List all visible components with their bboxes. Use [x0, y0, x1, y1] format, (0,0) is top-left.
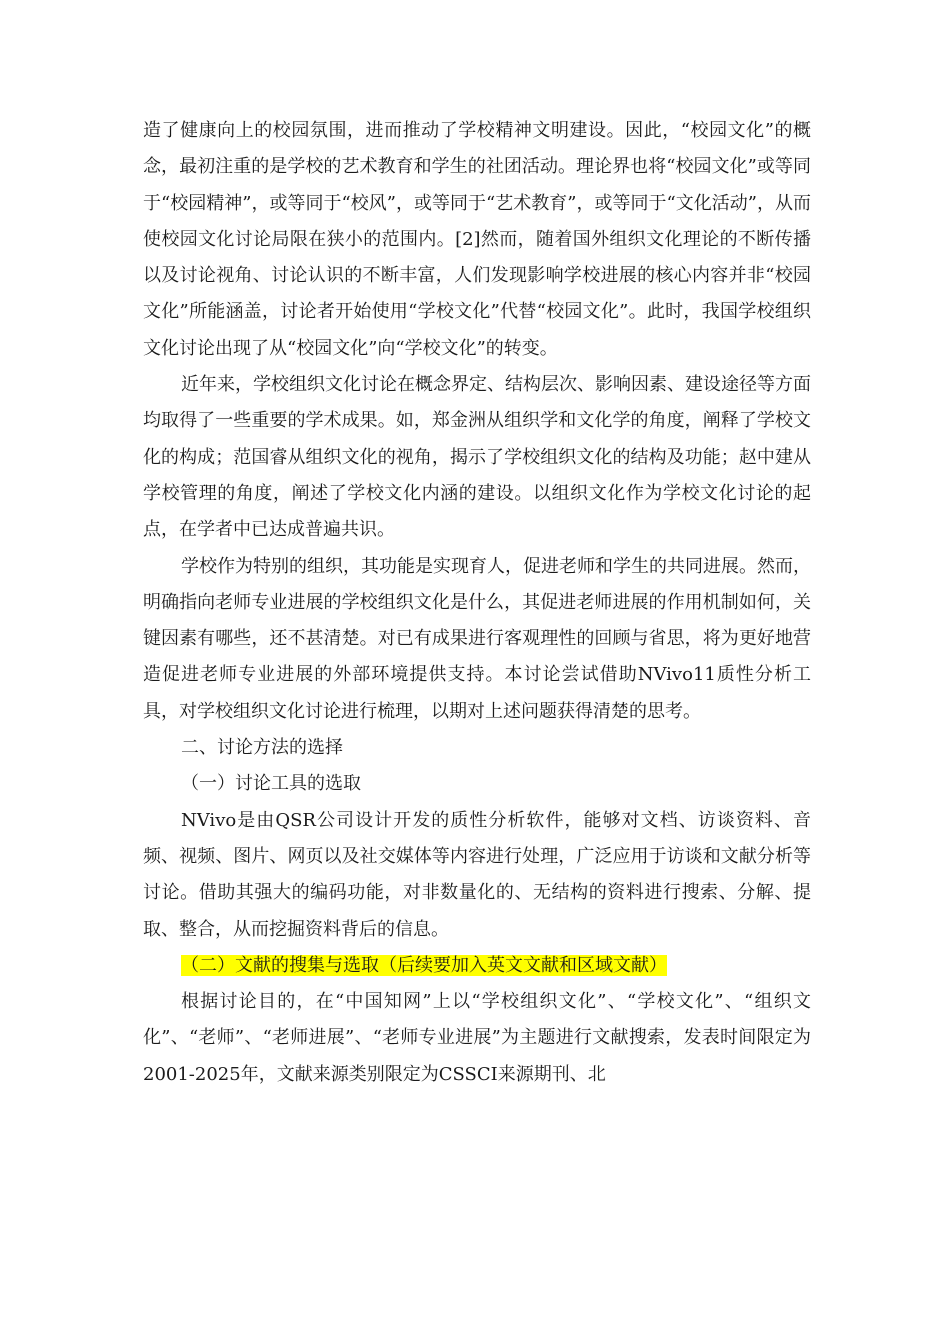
- paragraph-research-purpose: 学校作为特别的组织，其功能是实现育人，促进老师和学生的共同进展。然而，明确指向老师专业进展的学校组织文化是什么，其促进老师进展的作用机制如何，关键因素有哪些，还不甚清楚。对已有成果进行客观理性的回顾与省思，将为更好地营造促进老师专业进展的外部环境提供支持。本讨论尝试借助NVivo11质性分析工具，对学校组织文化讨论进行梳理，以期对上述问题获得清楚的思考。: [143, 555, 811, 722]
- section-heading-methods: 二、讨论方法的选择: [181, 737, 343, 759]
- subsection-heading-tool-selection: （一）讨论工具的选取: [181, 773, 361, 795]
- paragraph-literature-search: 根据讨论目的，在“中国知网”上以“学校组织文化”、“学校文化”、“组织文化”、“老师”、“老师进展”、“老师专业进展”为主题进行文献搜索，发表时间限定为2001-2025年，文献来源类别限定为CSSCI来源期刊、北: [143, 991, 811, 1085]
- highlighted-heading-text: （二）文献的搜集与选取（后续要加入英文文献和区域文献）: [181, 954, 667, 976]
- document-page: [143, 113, 811, 1093]
- paragraph-campus-culture-evolution: 造了健康向上的校园氛围，进而推动了学校精神文明建设。因此，“校园文化”的概念，最初注重的是学校的艺术教育和学生的社团活动。理论界也将“校园文化”或等同于“校园精神”，或等同于“校风”，或等同于“艺术教育”，或等同于“文化活动”，从而使校园文化讨论局限在狭小的范围内。[2]然而，随着国外组织文化理论的不断传播以及讨论视角、讨论认识的不断丰富，人们发现影响学校进展的核心内容并非“校园文化”所能涵盖，讨论者开始使用“学校文化”代替“校园文化”。此时，我国学校组织文化讨论出现了从“校园文化”向“学校文化”的转变。: [143, 120, 811, 359]
- paragraph-research-achievements: 近年来，学校组织文化讨论在概念界定、结构层次、影响因素、建设途径等方面均取得了一些重要的学术成果。如，郑金洲从组织学和文化学的角度，阐释了学校文化的构成；范国睿从组织文化的视角，揭示了学校组织文化的结构及功能；赵中建从学校管理的角度，阐述了学校文化内涵的建设。以组织文化作为学校文化讨论的起点，在学者中已达成普遍共识。: [143, 374, 811, 541]
- paragraph-nvivo-description: NVivo是由QSR公司设计开发的质性分析软件，能够对文档、访谈资料、音频、视频、图片、网页以及社交媒体等内容进行处理，广泛应用于访谈和文献分析等讨论。借助其强大的编码功能，对非数量化的、无结构的资料进行搜索、分解、提取、整合，从而挖掘资料背后的信息。: [143, 809, 811, 940]
- subsection-heading-literature-collection: [143, 948, 811, 984]
